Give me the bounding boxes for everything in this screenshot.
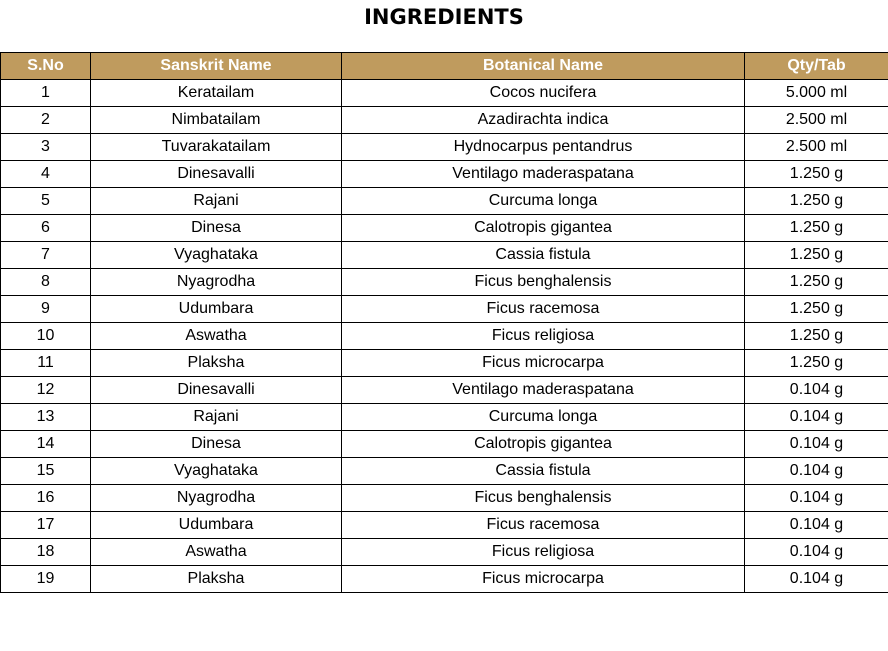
cell-sanskrit-name: Rajani bbox=[91, 404, 342, 431]
cell-sno: 11 bbox=[1, 350, 91, 377]
table-row bbox=[1, 566, 888, 593]
cell-qty-tab: 0.104 g bbox=[745, 377, 888, 404]
cell-sanskrit-name: Dinesavalli bbox=[91, 161, 342, 188]
cell-sno: 12 bbox=[1, 377, 91, 404]
cell-botanical-name: Ficus racemosa bbox=[342, 512, 745, 539]
table-row bbox=[1, 188, 888, 215]
cell-qty-tab: 5.000 ml bbox=[745, 80, 888, 107]
table-header-row bbox=[1, 53, 888, 80]
cell-botanical-name: Ventilago maderaspatana bbox=[342, 161, 745, 188]
cell-sno: 19 bbox=[1, 566, 91, 593]
cell-botanical-name: Ficus benghalensis bbox=[342, 485, 745, 512]
table-row bbox=[1, 269, 888, 296]
table-row bbox=[1, 296, 888, 323]
cell-botanical-name: Curcuma longa bbox=[342, 404, 745, 431]
cell-qty-tab: 1.250 g bbox=[745, 242, 888, 269]
cell-sanskrit-name: Udumbara bbox=[91, 512, 342, 539]
cell-qty-tab: 1.250 g bbox=[745, 269, 888, 296]
cell-qty-tab: 1.250 g bbox=[745, 215, 888, 242]
cell-sanskrit-name: Dinesa bbox=[91, 215, 342, 242]
cell-qty-tab: 2.500 ml bbox=[745, 134, 888, 161]
table-row bbox=[1, 404, 888, 431]
cell-botanical-name: Calotropis gigantea bbox=[342, 215, 745, 242]
cell-sanskrit-name: Aswatha bbox=[91, 323, 342, 350]
table-row bbox=[1, 350, 888, 377]
table-row bbox=[1, 134, 888, 161]
cell-sno: 2 bbox=[1, 107, 91, 134]
cell-qty-tab: 1.250 g bbox=[745, 188, 888, 215]
cell-sanskrit-name: Keratailam bbox=[91, 80, 342, 107]
cell-botanical-name: Ficus religiosa bbox=[342, 539, 745, 566]
cell-botanical-name: Azadirachta indica bbox=[342, 107, 745, 134]
cell-qty-tab: 0.104 g bbox=[745, 566, 888, 593]
table-row bbox=[1, 539, 888, 566]
cell-sno: 17 bbox=[1, 512, 91, 539]
cell-botanical-name: Calotropis gigantea bbox=[342, 431, 745, 458]
column-header-sno: S.No bbox=[1, 53, 91, 80]
cell-botanical-name: Ficus microcarpa bbox=[342, 350, 745, 377]
cell-sanskrit-name: Aswatha bbox=[91, 539, 342, 566]
cell-botanical-name: Cocos nucifera bbox=[342, 80, 745, 107]
table-row bbox=[1, 485, 888, 512]
cell-sanskrit-name: Tuvarakatailam bbox=[91, 134, 342, 161]
cell-botanical-name: Ficus microcarpa bbox=[342, 566, 745, 593]
cell-qty-tab: 2.500 ml bbox=[745, 107, 888, 134]
cell-botanical-name: Ficus benghalensis bbox=[342, 269, 745, 296]
cell-sanskrit-name: Dinesa bbox=[91, 431, 342, 458]
cell-sno: 6 bbox=[1, 215, 91, 242]
table-row bbox=[1, 512, 888, 539]
cell-botanical-name: Hydnocarpus pentandrus bbox=[342, 134, 745, 161]
cell-sanskrit-name: Nimbatailam bbox=[91, 107, 342, 134]
cell-sanskrit-name: Vyaghataka bbox=[91, 242, 342, 269]
table-row bbox=[1, 431, 888, 458]
column-header-sanskrit-name: Sanskrit Name bbox=[91, 53, 342, 80]
table-row bbox=[1, 161, 888, 188]
cell-sno: 1 bbox=[1, 80, 91, 107]
cell-qty-tab: 0.104 g bbox=[745, 512, 888, 539]
cell-sanskrit-name: Udumbara bbox=[91, 296, 342, 323]
cell-sanskrit-name: Plaksha bbox=[91, 566, 342, 593]
cell-sanskrit-name: Plaksha bbox=[91, 350, 342, 377]
cell-sno: 13 bbox=[1, 404, 91, 431]
table-row bbox=[1, 377, 888, 404]
cell-sanskrit-name: Vyaghataka bbox=[91, 458, 342, 485]
cell-qty-tab: 1.250 g bbox=[745, 161, 888, 188]
cell-qty-tab: 0.104 g bbox=[745, 539, 888, 566]
table-body bbox=[1, 80, 888, 593]
cell-sanskrit-name: Nyagrodha bbox=[91, 269, 342, 296]
ingredients-table bbox=[0, 52, 888, 593]
cell-sno: 10 bbox=[1, 323, 91, 350]
cell-sanskrit-name: Nyagrodha bbox=[91, 485, 342, 512]
table-row bbox=[1, 458, 888, 485]
cell-sno: 3 bbox=[1, 134, 91, 161]
table-row bbox=[1, 323, 888, 350]
cell-sno: 9 bbox=[1, 296, 91, 323]
cell-sno: 7 bbox=[1, 242, 91, 269]
column-header-qty-tab: Qty/Tab bbox=[745, 53, 888, 80]
cell-sno: 15 bbox=[1, 458, 91, 485]
table-row bbox=[1, 215, 888, 242]
cell-sno: 14 bbox=[1, 431, 91, 458]
cell-sno: 8 bbox=[1, 269, 91, 296]
cell-qty-tab: 1.250 g bbox=[745, 350, 888, 377]
table-row bbox=[1, 107, 888, 134]
cell-qty-tab: 0.104 g bbox=[745, 458, 888, 485]
cell-sno: 5 bbox=[1, 188, 91, 215]
cell-sno: 16 bbox=[1, 485, 91, 512]
cell-qty-tab: 0.104 g bbox=[745, 485, 888, 512]
cell-sno: 18 bbox=[1, 539, 91, 566]
cell-sanskrit-name: Dinesavalli bbox=[91, 377, 342, 404]
cell-qty-tab: 1.250 g bbox=[745, 296, 888, 323]
cell-botanical-name: Ventilago maderaspatana bbox=[342, 377, 745, 404]
cell-qty-tab: 0.104 g bbox=[745, 404, 888, 431]
cell-qty-tab: 1.250 g bbox=[745, 323, 888, 350]
cell-qty-tab: 0.104 g bbox=[745, 431, 888, 458]
cell-botanical-name: Ficus religiosa bbox=[342, 323, 745, 350]
cell-botanical-name: Cassia fistula bbox=[342, 458, 745, 485]
table-row bbox=[1, 242, 888, 269]
table-row bbox=[1, 80, 888, 107]
cell-sanskrit-name: Rajani bbox=[91, 188, 342, 215]
cell-botanical-name: Cassia fistula bbox=[342, 242, 745, 269]
cell-botanical-name: Curcuma longa bbox=[342, 188, 745, 215]
cell-sno: 4 bbox=[1, 161, 91, 188]
column-header-botanical-name: Botanical Name bbox=[342, 53, 745, 80]
page-title: INGREDIENTS bbox=[364, 5, 524, 29]
cell-botanical-name: Ficus racemosa bbox=[342, 296, 745, 323]
